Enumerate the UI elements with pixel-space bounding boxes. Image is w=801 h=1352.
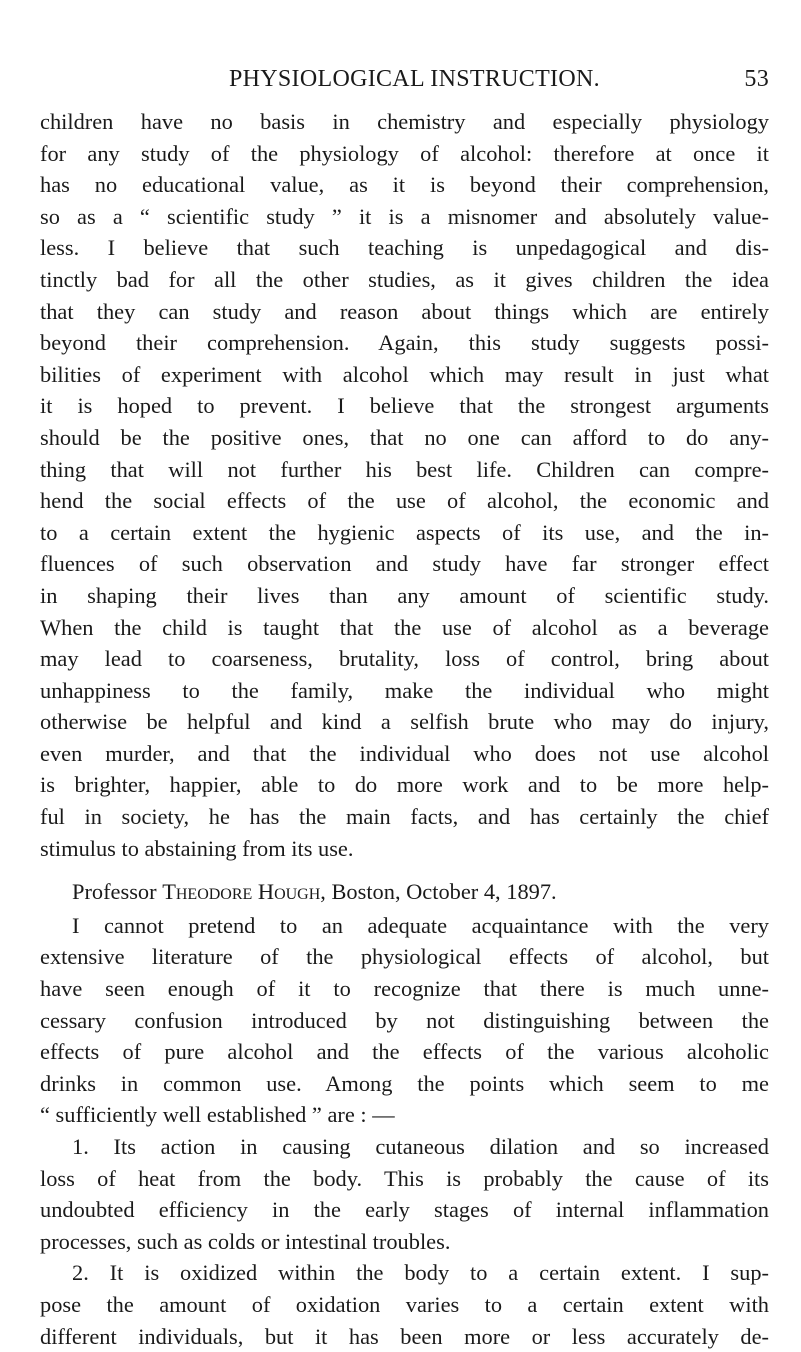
text-line: may lead to coarseness, brutality, loss of control, bring about xyxy=(40,646,769,672)
attribution-line xyxy=(40,876,769,908)
text-line: in shaping their lives than any amount of scientific study. xyxy=(40,582,769,608)
text-line: 1. Its action in causing cutaneous dilation and so increased xyxy=(72,1134,769,1159)
list-item-2 xyxy=(40,1257,769,1352)
text-line: loss of heat from the body. This is probably the cause of its xyxy=(40,1165,769,1191)
body-text xyxy=(40,106,769,1352)
text-line: should be the positive ones, that no one can afford to do any- xyxy=(40,424,769,450)
text-line: to a certain extent the hygienic aspects of its use, and the in- xyxy=(40,519,769,545)
text-line: for any study of the physiology of alcohol: therefore at once it xyxy=(40,140,769,166)
text-line: that they can study and reason about things which are entirely xyxy=(40,298,769,324)
attribution-prefix: Professor xyxy=(72,879,163,905)
text-line: have seen enough of it to recognize that there is much unne- xyxy=(40,976,769,1002)
text-line: is brighter, happier, able to do more work and to be more help- xyxy=(40,772,769,798)
text-line: otherwise be helpful and kind a selfish brute who may do injury, xyxy=(40,709,769,735)
text-line: bilities of experiment with alcohol which may result in just what xyxy=(40,361,769,387)
attribution-name: Theodore Hough xyxy=(162,879,321,905)
running-title: PHYSIOLOGICAL INSTRUCTION. xyxy=(229,66,600,92)
text-line: stimulus to abstaining from its use. xyxy=(40,835,354,861)
text-line: less. I believe that such teaching is unpedagogical and dis- xyxy=(40,235,769,261)
text-line: I cannot pretend to an adequate acquaintance with the very xyxy=(72,912,769,938)
paragraph-continuation xyxy=(40,106,769,864)
text-line: pose the amount of oxidation varies to a certain extent with xyxy=(40,1291,769,1317)
text-line: effects of pure alcohol and the effects of the various alcoholic xyxy=(40,1039,769,1065)
text-line: it is hoped to prevent. I believe that the strongest arguments xyxy=(40,393,769,419)
attribution-suffix: , Boston, October 4, 1897. xyxy=(320,879,557,905)
text-line: beyond their comprehension. Again, this study suggests possi- xyxy=(40,330,769,356)
text-line: has no educational value, as it is beyond their comprehension, xyxy=(40,172,769,198)
text-line: undoubted efficiency in the early stages of internal inflammation xyxy=(40,1197,769,1223)
text-line: ful in society, he has the main facts, and has certainly the chief xyxy=(40,804,769,830)
page-number: 53 xyxy=(744,66,769,92)
text-line: children have no basis in chemistry and especially physiology xyxy=(40,109,769,134)
text-line: so as a “ scientific study ” it is a misnomer and absolutely value- xyxy=(40,203,769,229)
text-line: thing that will not further his best life. Children can compre- xyxy=(40,456,769,482)
list-item-1 xyxy=(40,1131,769,1257)
text-line: cessary confusion introduced by not distinguishing between the xyxy=(40,1007,769,1033)
text-line: unhappiness to the family, make the individual who might xyxy=(40,677,769,703)
text-line: extensive literature of the physiological effects of alcohol, but xyxy=(40,944,769,970)
text-line: 2. It is oxidized within the body to a certain extent. I sup- xyxy=(72,1260,769,1286)
running-header xyxy=(229,66,769,98)
text-line: When the child is taught that the use of alcohol as a beverage xyxy=(40,614,769,640)
text-line: tinctly bad for all the other studies, as it gives children the idea xyxy=(40,266,769,292)
text-line: different individuals, but it has been more or less accurately de- xyxy=(40,1323,769,1349)
paragraph xyxy=(40,910,769,1131)
text-line: drinks in common use. Among the points which seem to me xyxy=(40,1070,769,1096)
text-line: even murder, and that the individual who does not use alcohol xyxy=(40,740,769,766)
text-line: hend the social effects of the use of alcohol, the economic and xyxy=(40,488,769,514)
text-line: fluences of such observation and study have far stronger effect xyxy=(40,551,769,577)
text-line: “ sufficiently well established ” are : — xyxy=(40,1102,395,1128)
text-line: processes, such as colds or intestinal troubles. xyxy=(40,1228,451,1254)
